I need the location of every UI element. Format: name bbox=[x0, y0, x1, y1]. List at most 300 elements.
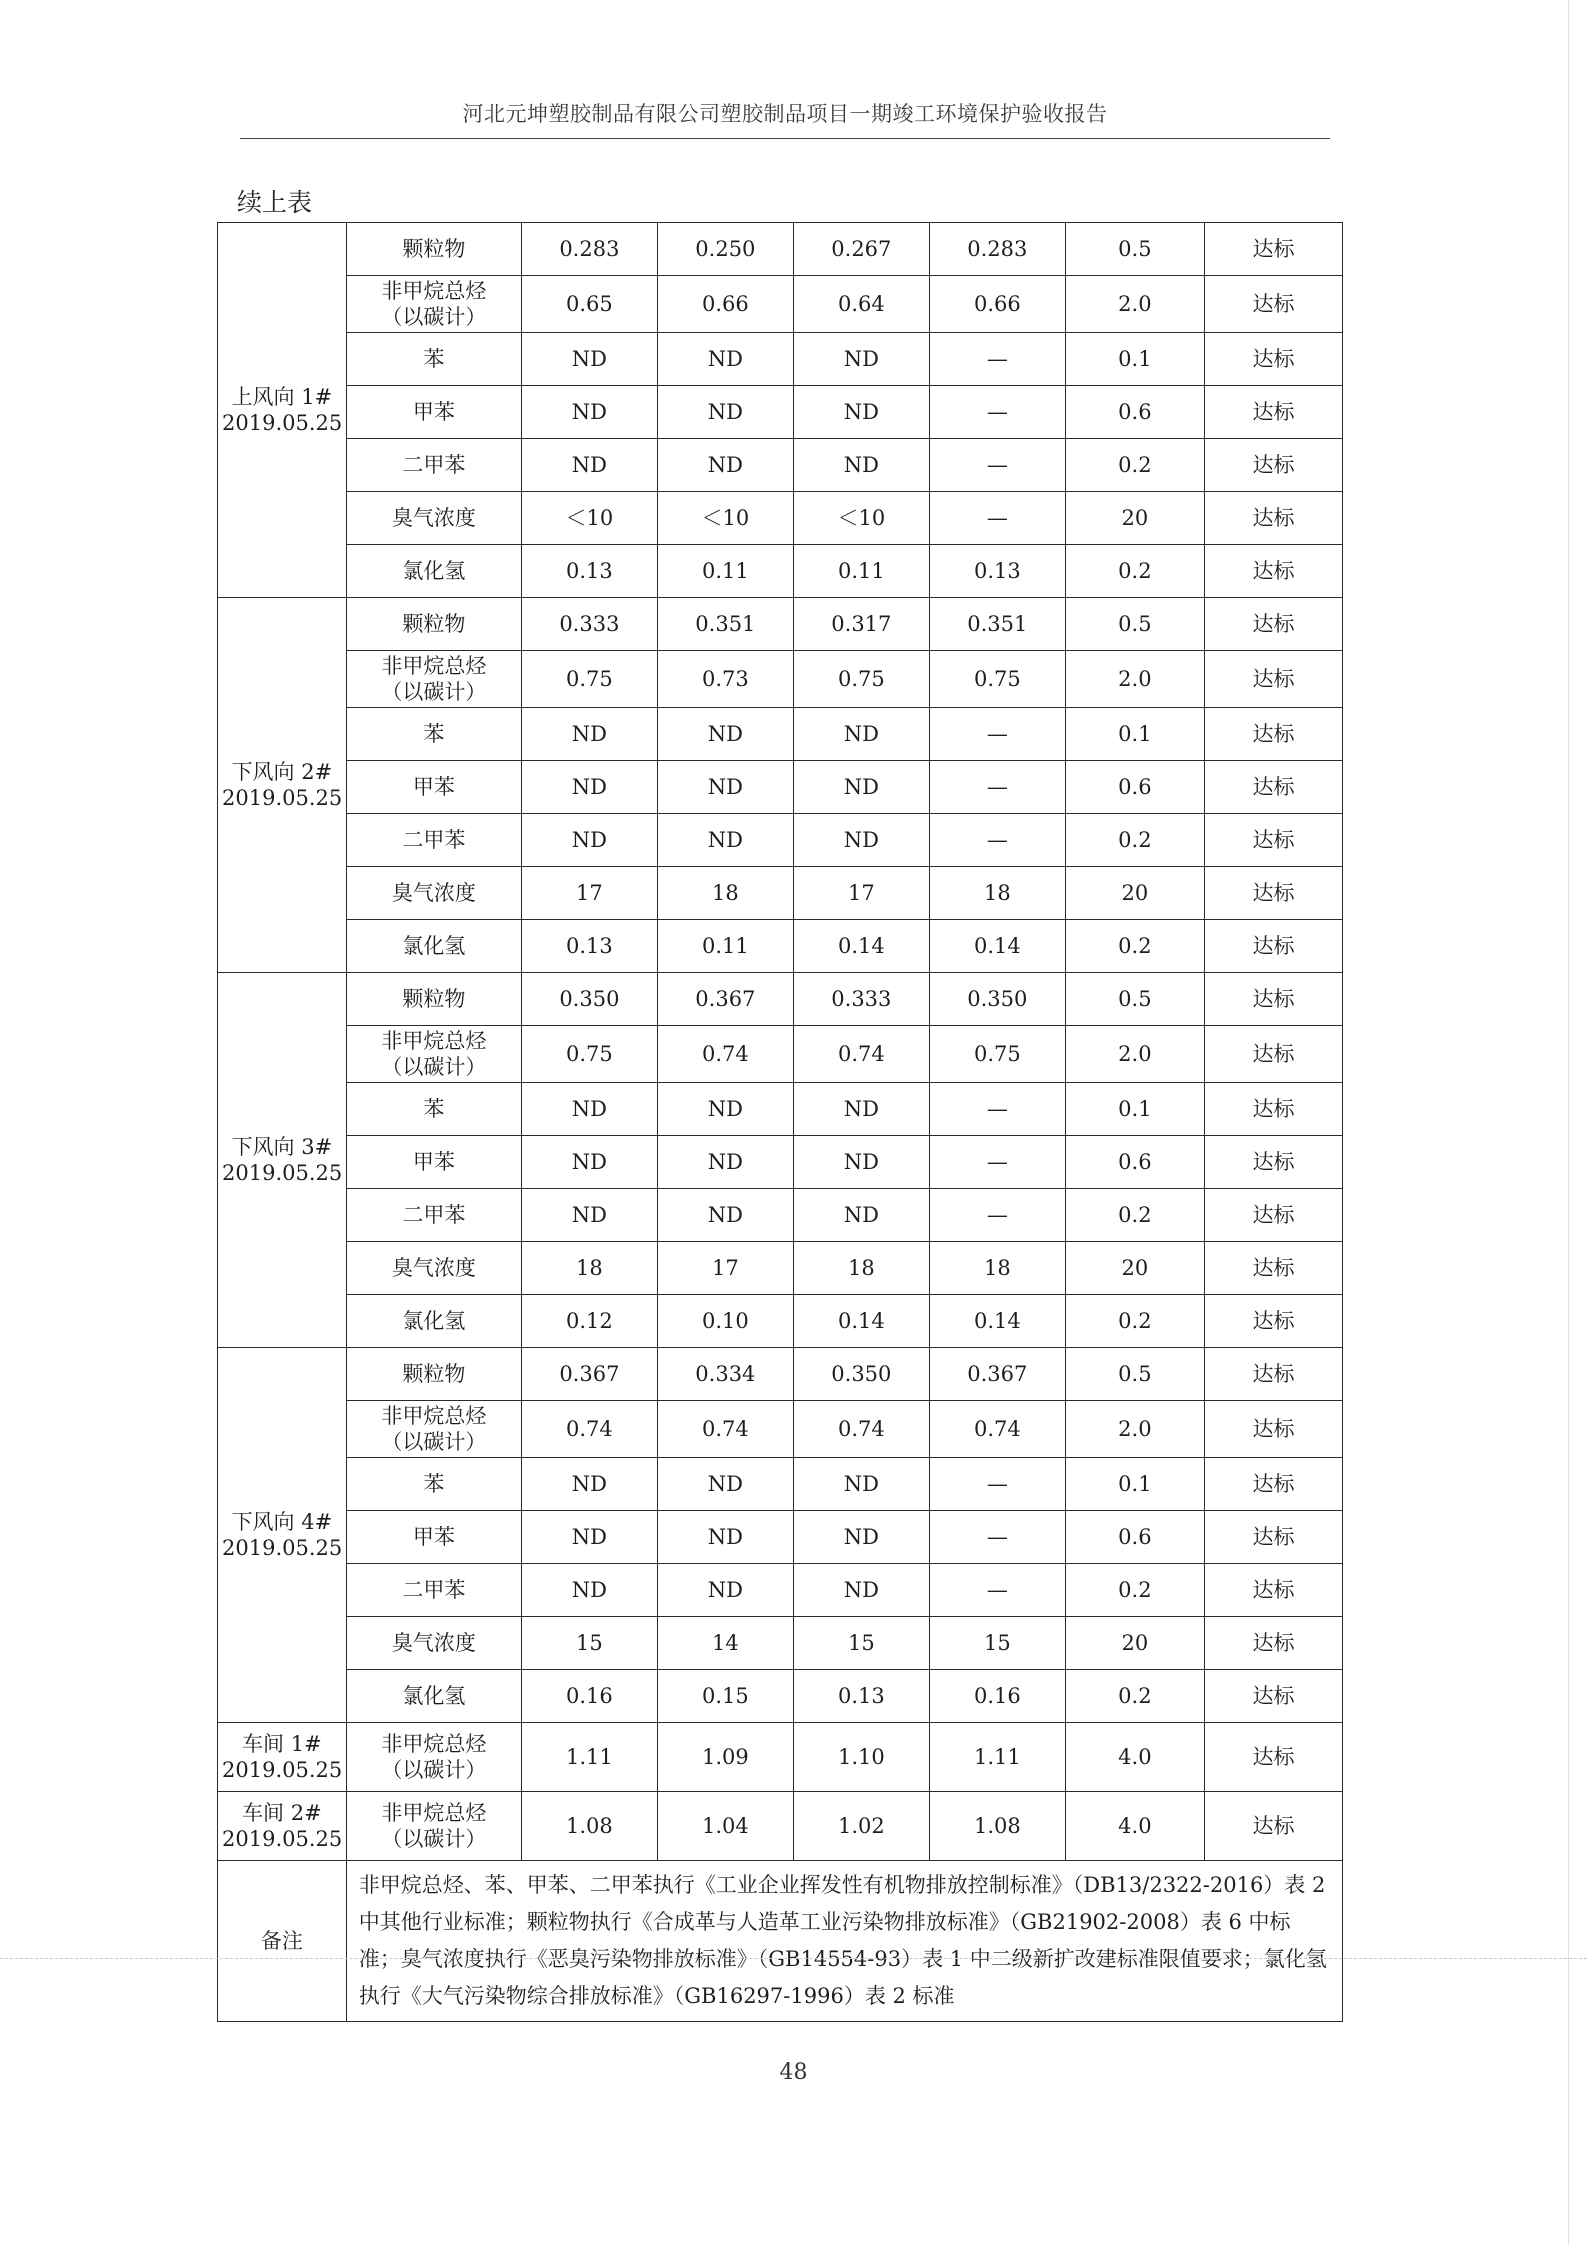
page-header: 河北元坤塑胶制品有限公司塑胶制品项目一期竣工环境保护验收报告 bbox=[462, 102, 1108, 126]
compliance-result: 达标 bbox=[1204, 1401, 1342, 1458]
pollutant-name: 颗粒物 bbox=[402, 237, 466, 261]
sample-2-value: ND bbox=[657, 761, 793, 814]
sample-1-value: ＜10 bbox=[521, 492, 657, 545]
location-name: 车间 2# bbox=[242, 1801, 322, 1825]
pollutant-cell bbox=[346, 1295, 521, 1348]
scan-fold-line bbox=[0, 1958, 1587, 1959]
compliance-result: 达标 bbox=[1204, 1670, 1342, 1723]
sample-1-value: ND bbox=[521, 1511, 657, 1564]
location-name: 上风向 1# bbox=[231, 385, 333, 409]
pollutant-name: 氯化氢 bbox=[402, 559, 466, 583]
limit-value: 0.6 bbox=[1065, 761, 1204, 814]
pollutant-name: 氯化氢 bbox=[402, 1684, 466, 1708]
location-date: 2019.05.25 bbox=[222, 1536, 343, 1560]
sample-1-value: ND bbox=[521, 333, 657, 386]
sample-2-value: 0.11 bbox=[657, 920, 793, 973]
pollutant-basis: （以碳计） bbox=[381, 680, 487, 704]
compliance-result: 达标 bbox=[1204, 276, 1342, 333]
compliance-result: 达标 bbox=[1204, 386, 1342, 439]
pollutant-cell bbox=[346, 276, 521, 333]
table-row bbox=[218, 1617, 1343, 1670]
pollutant-name: 臭气浓度 bbox=[391, 1631, 476, 1655]
limit-value: 0.2 bbox=[1065, 1564, 1204, 1617]
sample-3-value: 0.317 bbox=[793, 598, 929, 651]
compliance-result: 达标 bbox=[1204, 1564, 1342, 1617]
max-value: — bbox=[929, 333, 1065, 386]
compliance-result: 达标 bbox=[1204, 439, 1342, 492]
compliance-result: 达标 bbox=[1204, 920, 1342, 973]
sample-1-value: 0.12 bbox=[521, 1295, 657, 1348]
pollutant-name: 非甲烷总烃 bbox=[381, 1801, 487, 1825]
scan-edge-line bbox=[1568, 0, 1569, 2245]
sample-3-value: 0.75 bbox=[793, 651, 929, 708]
sample-1-value: 0.333 bbox=[521, 598, 657, 651]
compliance-result: 达标 bbox=[1204, 1617, 1342, 1670]
pollutant-cell bbox=[346, 1511, 521, 1564]
table-row bbox=[218, 1189, 1343, 1242]
pollutant-name: 甲苯 bbox=[412, 400, 455, 424]
limit-value: 0.6 bbox=[1065, 386, 1204, 439]
sample-2-value: 0.334 bbox=[657, 1348, 793, 1401]
sample-2-value: ND bbox=[657, 333, 793, 386]
compliance-result: 达标 bbox=[1204, 1458, 1342, 1511]
sample-2-value: 1.04 bbox=[657, 1792, 793, 1861]
max-value: 0.14 bbox=[929, 920, 1065, 973]
pollutant-name: 臭气浓度 bbox=[391, 881, 476, 905]
header-divider bbox=[240, 138, 1330, 139]
table-row bbox=[218, 1511, 1343, 1564]
table-row bbox=[218, 651, 1343, 708]
location-cell bbox=[218, 973, 347, 1348]
compliance-result: 达标 bbox=[1204, 1348, 1342, 1401]
location-cell bbox=[218, 1348, 347, 1723]
notes-text: 非甲烷总烃、苯、甲苯、二甲苯执行《工业企业挥发性有机物排放控制标准》（DB13/2322-2016）表 2 中其他行业标准；颗粒物执行《合成革与人造革工业污染物排放标准》（GB21902-2008）表 6 中标准；臭气浓度执行《恶臭污染物排放标准》（GB14554-93）表 1 中二级新扩改建标准限值要求；氯化氢执行《大气污染物综合排放标准》（GB16297-1996）表 2 标准 bbox=[346, 1861, 1342, 2022]
sample-2-value: 0.73 bbox=[657, 651, 793, 708]
sample-1-value: 0.74 bbox=[521, 1401, 657, 1458]
pollutant-basis: （以碳计） bbox=[381, 1758, 487, 1782]
sample-3-value: 1.02 bbox=[793, 1792, 929, 1861]
pollutant-cell bbox=[346, 1083, 521, 1136]
limit-value: 0.1 bbox=[1065, 1083, 1204, 1136]
max-value: — bbox=[929, 1511, 1065, 1564]
pollutant-name: 颗粒物 bbox=[402, 612, 466, 636]
limit-value: 2.0 bbox=[1065, 1026, 1204, 1083]
sample-2-value: 17 bbox=[657, 1242, 793, 1295]
table-row bbox=[218, 867, 1343, 920]
pollutant-cell bbox=[346, 545, 521, 598]
table-row bbox=[218, 1026, 1343, 1083]
max-value: 0.350 bbox=[929, 973, 1065, 1026]
sample-2-value: ND bbox=[657, 1458, 793, 1511]
table-row bbox=[218, 761, 1343, 814]
sample-3-value: ND bbox=[793, 1136, 929, 1189]
sample-2-value: ND bbox=[657, 439, 793, 492]
limit-value: 0.2 bbox=[1065, 920, 1204, 973]
limit-value: 0.2 bbox=[1065, 439, 1204, 492]
pollutant-name: 氯化氢 bbox=[402, 1309, 466, 1333]
pollutant-cell bbox=[346, 1564, 521, 1617]
sample-3-value: ＜10 bbox=[793, 492, 929, 545]
sample-1-value: 0.350 bbox=[521, 973, 657, 1026]
pollutant-cell bbox=[346, 1792, 521, 1861]
location-cell bbox=[218, 1792, 347, 1861]
compliance-result: 达标 bbox=[1204, 1136, 1342, 1189]
compliance-result: 达标 bbox=[1204, 598, 1342, 651]
pollutant-name: 非甲烷总烃 bbox=[381, 1029, 487, 1053]
pollutant-cell bbox=[346, 598, 521, 651]
limit-value: 4.0 bbox=[1065, 1792, 1204, 1861]
pollutant-cell bbox=[346, 1723, 521, 1792]
sample-3-value: 0.333 bbox=[793, 973, 929, 1026]
limit-value: 0.6 bbox=[1065, 1511, 1204, 1564]
limit-value: 0.2 bbox=[1065, 545, 1204, 598]
pollutant-cell bbox=[346, 1617, 521, 1670]
compliance-result: 达标 bbox=[1204, 651, 1342, 708]
sample-3-value: ND bbox=[793, 814, 929, 867]
table-row bbox=[218, 814, 1343, 867]
sample-3-value: ND bbox=[793, 708, 929, 761]
pollutant-cell bbox=[346, 708, 521, 761]
pollutant-cell bbox=[346, 386, 521, 439]
sample-1-value: 0.75 bbox=[521, 1026, 657, 1083]
limit-value: 0.6 bbox=[1065, 1136, 1204, 1189]
sample-3-value: ND bbox=[793, 439, 929, 492]
pollutant-basis: （以碳计） bbox=[381, 1055, 487, 1079]
limit-value: 0.5 bbox=[1065, 1348, 1204, 1401]
limit-value: 20 bbox=[1065, 1242, 1204, 1295]
continued-label: 续上表 bbox=[237, 188, 313, 217]
max-value: — bbox=[929, 1458, 1065, 1511]
pollutant-name: 臭气浓度 bbox=[391, 506, 476, 530]
sample-2-value: 18 bbox=[657, 867, 793, 920]
sample-2-value: ND bbox=[657, 386, 793, 439]
sample-2-value: ＜10 bbox=[657, 492, 793, 545]
pollutant-name: 苯 bbox=[423, 1472, 445, 1496]
max-value: 18 bbox=[929, 867, 1065, 920]
pollutant-name: 甲苯 bbox=[412, 1150, 455, 1174]
sample-3-value: 0.11 bbox=[793, 545, 929, 598]
sample-1-value: ND bbox=[521, 708, 657, 761]
limit-value: 20 bbox=[1065, 492, 1204, 545]
limit-value: 2.0 bbox=[1065, 1401, 1204, 1458]
sample-3-value: 18 bbox=[793, 1242, 929, 1295]
sample-2-value: 14 bbox=[657, 1617, 793, 1670]
table-row bbox=[218, 598, 1343, 651]
location-name: 下风向 3# bbox=[231, 1135, 333, 1159]
sample-2-value: 0.74 bbox=[657, 1401, 793, 1458]
max-value: 0.66 bbox=[929, 276, 1065, 333]
table-row bbox=[218, 1670, 1343, 1723]
max-value: — bbox=[929, 1136, 1065, 1189]
max-value: — bbox=[929, 386, 1065, 439]
location-date: 2019.05.25 bbox=[222, 786, 343, 810]
pollutant-name: 二甲苯 bbox=[402, 1578, 466, 1602]
sample-1-value: ND bbox=[521, 439, 657, 492]
sample-1-value: 15 bbox=[521, 1617, 657, 1670]
pollutant-name: 苯 bbox=[423, 347, 445, 371]
sample-3-value: 1.10 bbox=[793, 1723, 929, 1792]
pollutant-cell bbox=[346, 920, 521, 973]
pollutant-cell bbox=[346, 1458, 521, 1511]
compliance-result: 达标 bbox=[1204, 1189, 1342, 1242]
compliance-result: 达标 bbox=[1204, 1792, 1342, 1861]
pollutant-name: 颗粒物 bbox=[402, 1362, 466, 1386]
pollutant-name: 非甲烷总烃 bbox=[381, 1404, 487, 1428]
sample-2-value: 0.10 bbox=[657, 1295, 793, 1348]
sample-1-value: 0.75 bbox=[521, 651, 657, 708]
sample-1-value: ND bbox=[521, 386, 657, 439]
location-cell bbox=[218, 1723, 347, 1792]
sample-3-value: ND bbox=[793, 1083, 929, 1136]
max-value: 0.75 bbox=[929, 651, 1065, 708]
max-value: 0.74 bbox=[929, 1401, 1065, 1458]
max-value: 1.08 bbox=[929, 1792, 1065, 1861]
pollutant-cell bbox=[346, 867, 521, 920]
limit-value: 4.0 bbox=[1065, 1723, 1204, 1792]
max-value: 0.351 bbox=[929, 598, 1065, 651]
pollutant-name: 臭气浓度 bbox=[391, 1256, 476, 1280]
sample-1-value: ND bbox=[521, 1083, 657, 1136]
max-value: — bbox=[929, 708, 1065, 761]
sample-1-value: 18 bbox=[521, 1242, 657, 1295]
sample-3-value: 17 bbox=[793, 867, 929, 920]
limit-value: 2.0 bbox=[1065, 276, 1204, 333]
pollutant-cell bbox=[346, 973, 521, 1026]
sample-3-value: ND bbox=[793, 386, 929, 439]
pollutant-name: 非甲烷总烃 bbox=[381, 279, 487, 303]
pollutant-name: 甲苯 bbox=[412, 1525, 455, 1549]
sample-2-value: 0.11 bbox=[657, 545, 793, 598]
table-row bbox=[218, 276, 1343, 333]
sample-2-value: 1.09 bbox=[657, 1723, 793, 1792]
compliance-result: 达标 bbox=[1204, 867, 1342, 920]
sample-1-value: 0.13 bbox=[521, 920, 657, 973]
limit-value: 0.5 bbox=[1065, 598, 1204, 651]
compliance-result: 达标 bbox=[1204, 1295, 1342, 1348]
sample-1-value: ND bbox=[521, 1136, 657, 1189]
pollutant-basis: （以碳计） bbox=[381, 1430, 487, 1454]
sample-1-value: ND bbox=[521, 1458, 657, 1511]
pollutant-name: 苯 bbox=[423, 1097, 445, 1121]
location-name: 下风向 4# bbox=[231, 1510, 333, 1534]
location-name: 下风向 2# bbox=[231, 760, 333, 784]
location-cell bbox=[218, 598, 347, 973]
limit-value: 0.5 bbox=[1065, 223, 1204, 276]
limit-value: 0.2 bbox=[1065, 1295, 1204, 1348]
pollutant-name: 苯 bbox=[423, 722, 445, 746]
compliance-result: 达标 bbox=[1204, 708, 1342, 761]
limit-value: 0.1 bbox=[1065, 1458, 1204, 1511]
table-row bbox=[218, 1401, 1343, 1458]
pollutant-cell bbox=[346, 439, 521, 492]
pollutant-cell bbox=[346, 1242, 521, 1295]
table-row bbox=[218, 1458, 1343, 1511]
sample-3-value: 0.267 bbox=[793, 223, 929, 276]
pollutant-name: 二甲苯 bbox=[402, 828, 466, 852]
compliance-result: 达标 bbox=[1204, 492, 1342, 545]
limit-value: 20 bbox=[1065, 1617, 1204, 1670]
table-row bbox=[218, 1242, 1343, 1295]
sample-1-value: 0.283 bbox=[521, 223, 657, 276]
sample-3-value: 0.74 bbox=[793, 1401, 929, 1458]
sample-3-value: ND bbox=[793, 1458, 929, 1511]
pollutant-name: 非甲烷总烃 bbox=[381, 1732, 487, 1756]
sample-2-value: ND bbox=[657, 1083, 793, 1136]
table-row bbox=[218, 920, 1343, 973]
sample-2-value: 0.250 bbox=[657, 223, 793, 276]
table-row bbox=[218, 1723, 1343, 1792]
sample-3-value: 0.350 bbox=[793, 1348, 929, 1401]
max-value: — bbox=[929, 761, 1065, 814]
sample-1-value: 0.16 bbox=[521, 1670, 657, 1723]
limit-value: 0.5 bbox=[1065, 973, 1204, 1026]
compliance-result: 达标 bbox=[1204, 814, 1342, 867]
limit-value: 0.1 bbox=[1065, 333, 1204, 386]
location-date: 2019.05.25 bbox=[222, 411, 343, 435]
max-value: — bbox=[929, 814, 1065, 867]
sample-1-value: 0.13 bbox=[521, 545, 657, 598]
max-value: 0.16 bbox=[929, 1670, 1065, 1723]
limit-value: 0.2 bbox=[1065, 814, 1204, 867]
sample-3-value: ND bbox=[793, 1564, 929, 1617]
table-row bbox=[218, 1083, 1343, 1136]
table-body bbox=[218, 223, 1343, 2022]
pollutant-cell bbox=[346, 1670, 521, 1723]
sample-1-value: ND bbox=[521, 1189, 657, 1242]
pollutant-cell bbox=[346, 761, 521, 814]
max-value: 0.283 bbox=[929, 223, 1065, 276]
compliance-result: 达标 bbox=[1204, 223, 1342, 276]
pollutant-cell bbox=[346, 1136, 521, 1189]
pollutant-name: 非甲烷总烃 bbox=[381, 654, 487, 678]
max-value: 0.75 bbox=[929, 1026, 1065, 1083]
sample-3-value: 15 bbox=[793, 1617, 929, 1670]
max-value: 18 bbox=[929, 1242, 1065, 1295]
sample-1-value: ND bbox=[521, 1564, 657, 1617]
location-cell bbox=[218, 223, 347, 598]
sample-3-value: 0.64 bbox=[793, 276, 929, 333]
compliance-result: 达标 bbox=[1204, 1083, 1342, 1136]
location-name: 车间 1# bbox=[242, 1732, 322, 1756]
max-value: 0.367 bbox=[929, 1348, 1065, 1401]
max-value: — bbox=[929, 492, 1065, 545]
table-row bbox=[218, 1295, 1343, 1348]
sample-2-value: 0.367 bbox=[657, 973, 793, 1026]
table-row bbox=[218, 386, 1343, 439]
max-value: — bbox=[929, 439, 1065, 492]
sample-1-value: 0.367 bbox=[521, 1348, 657, 1401]
pollutant-cell bbox=[346, 1189, 521, 1242]
pollutant-name: 氯化氢 bbox=[402, 934, 466, 958]
table-row bbox=[218, 1136, 1343, 1189]
table-row bbox=[218, 708, 1343, 761]
sample-1-value: ND bbox=[521, 761, 657, 814]
pollutant-name: 二甲苯 bbox=[402, 1203, 466, 1227]
pollutant-cell bbox=[346, 333, 521, 386]
pollutant-cell bbox=[346, 1348, 521, 1401]
sample-3-value: 0.13 bbox=[793, 1670, 929, 1723]
pollutant-cell bbox=[346, 492, 521, 545]
table-row bbox=[218, 333, 1343, 386]
max-value: — bbox=[929, 1083, 1065, 1136]
monitoring-results-table bbox=[217, 222, 1343, 2022]
table-row bbox=[218, 1348, 1343, 1401]
max-value: 1.11 bbox=[929, 1723, 1065, 1792]
sample-3-value: ND bbox=[793, 333, 929, 386]
sample-1-value: 17 bbox=[521, 867, 657, 920]
limit-value: 0.2 bbox=[1065, 1189, 1204, 1242]
max-value: 0.13 bbox=[929, 545, 1065, 598]
compliance-result: 达标 bbox=[1204, 1242, 1342, 1295]
pollutant-cell bbox=[346, 651, 521, 708]
sample-2-value: ND bbox=[657, 1136, 793, 1189]
compliance-result: 达标 bbox=[1204, 333, 1342, 386]
notes-label: 备注 bbox=[218, 1861, 347, 2022]
max-value: — bbox=[929, 1189, 1065, 1242]
location-date: 2019.05.25 bbox=[222, 1161, 343, 1185]
pollutant-basis: （以碳计） bbox=[381, 305, 487, 329]
limit-value: 0.1 bbox=[1065, 708, 1204, 761]
compliance-result: 达标 bbox=[1204, 1026, 1342, 1083]
sample-1-value: 1.08 bbox=[521, 1792, 657, 1861]
sample-3-value: 0.14 bbox=[793, 1295, 929, 1348]
table-row bbox=[218, 1792, 1343, 1861]
sample-3-value: ND bbox=[793, 1511, 929, 1564]
location-date: 2019.05.25 bbox=[222, 1827, 343, 1851]
limit-value: 20 bbox=[1065, 867, 1204, 920]
location-date: 2019.05.25 bbox=[222, 1758, 343, 1782]
sample-3-value: ND bbox=[793, 761, 929, 814]
notes-row bbox=[218, 1861, 1343, 2022]
sample-3-value: 0.74 bbox=[793, 1026, 929, 1083]
pollutant-cell bbox=[346, 1401, 521, 1458]
max-value: 15 bbox=[929, 1617, 1065, 1670]
compliance-result: 达标 bbox=[1204, 761, 1342, 814]
sample-2-value: 0.351 bbox=[657, 598, 793, 651]
pollutant-name: 二甲苯 bbox=[402, 453, 466, 477]
compliance-result: 达标 bbox=[1204, 1511, 1342, 1564]
compliance-result: 达标 bbox=[1204, 973, 1342, 1026]
table-row bbox=[218, 1564, 1343, 1617]
sample-1-value: 1.11 bbox=[521, 1723, 657, 1792]
table-row bbox=[218, 973, 1343, 1026]
pollutant-name: 甲苯 bbox=[412, 775, 455, 799]
pollutant-cell bbox=[346, 223, 521, 276]
sample-2-value: ND bbox=[657, 814, 793, 867]
pollutant-name: 颗粒物 bbox=[402, 987, 466, 1011]
sample-1-value: 0.65 bbox=[521, 276, 657, 333]
sample-2-value: ND bbox=[657, 1511, 793, 1564]
table-row bbox=[218, 492, 1343, 545]
table-row bbox=[218, 545, 1343, 598]
sample-2-value: 0.15 bbox=[657, 1670, 793, 1723]
sample-1-value: ND bbox=[521, 814, 657, 867]
sample-2-value: ND bbox=[657, 1564, 793, 1617]
sample-2-value: ND bbox=[657, 1189, 793, 1242]
page-number: 48 bbox=[779, 2060, 808, 2085]
max-value: 0.14 bbox=[929, 1295, 1065, 1348]
sample-3-value: ND bbox=[793, 1189, 929, 1242]
pollutant-cell bbox=[346, 1026, 521, 1083]
pollutant-cell bbox=[346, 814, 521, 867]
compliance-result: 达标 bbox=[1204, 545, 1342, 598]
limit-value: 0.2 bbox=[1065, 1670, 1204, 1723]
table-row bbox=[218, 223, 1343, 276]
pollutant-basis: （以碳计） bbox=[381, 1827, 487, 1851]
sample-2-value: 0.74 bbox=[657, 1026, 793, 1083]
max-value: — bbox=[929, 1564, 1065, 1617]
limit-value: 2.0 bbox=[1065, 651, 1204, 708]
